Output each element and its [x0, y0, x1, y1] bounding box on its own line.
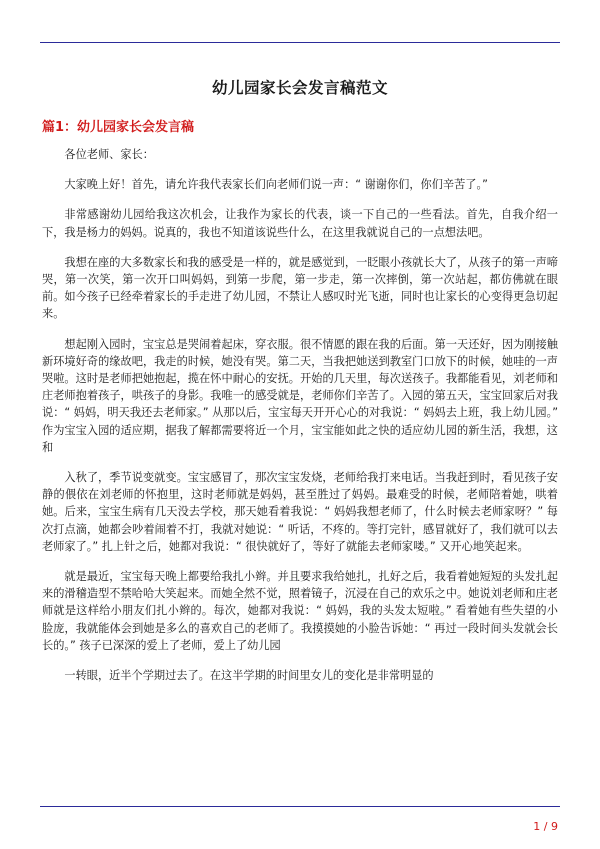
header-rule [40, 42, 560, 43]
paragraph-5: 入秋了，季节说变就变。宝宝感冒了，那次宝宝发烧，老师给我打来电话。当我赶到时，看见孩子安静的偎依在刘老师的怀抱里，这时老师就是妈妈，甚至胜过了妈妈。最难受的时候，老师陪着她，哄着她。后来，宝宝生病有几天没去学校，那天她看着我说：“ 妈妈我想老师了，什么时候去老师家呀？” 每次打点滴，她都会吵着闹着不打，我就对她说：“ 听话，不疼的。等打完针，感冒就好了，我们就可以去老师家了。” 扎上针之后，她都对我说：“ 很快就好了，等好了就能去老师家喽。” 又开心地笑起来。 [42, 471, 558, 553]
paragraph-4: 想起刚入园时，宝宝总是哭闹着起床，穿衣服。很不情愿的跟在我的后面。第一天还好，因为刚接触新环境好奇的缘故吧，我走的时候，她没有哭。第二天，当我把她送到教室门口放下的时候，她哇的一声哭啦。这时是老师把她抱起，揽在怀中耐心的安抚。开始的几天里，每次送孩子。我都能看见，刘老师和庄老师抱着孩子，哄孩子的身影。我唯一的感受就是，老师你们辛苦了。入园的第五天，宝宝回家后对我说：“ 妈妈，明天我还去老师家。” 从那以后，宝宝每天开开心心的对我说：“ 妈妈去上班，我上幼儿园。” 作为宝宝入园的适应期，据我了解都需要将近一个月，宝宝能如此之快的适应幼儿园的新生活，我想，这和 [42, 337, 558, 454]
footer-rule [40, 806, 560, 807]
page-indicator: 1 / 9 [533, 820, 558, 833]
document-body [42, 146, 558, 697]
paragraph-2: 非常感谢幼儿园给我这次机会，让我作为家长的代表，谈一下自己的一些看法。首先，自我介绍一下，我是杨力的妈妈。说真的，我也不知道该说些什么，在这里我就说自己的一点想法吧。 [42, 208, 558, 239]
paragraph-1: 大家晚上好！首先，请允许我代表家长们向老师们说一声：“ 谢谢你们，你们辛苦了。” [64, 178, 488, 192]
paragraph-7: 一转眼，近半个学期过去了。在这半学期的时间里女儿的变化是非常明显的 [64, 669, 434, 683]
paragraph-3: 我想在座的大多数家长和我的感受是一样的，就是感觉到，一眨眼小孩就长大了，从孩子的第一声啼哭，第一次笑，第一次开口叫妈妈，到第一步爬，第一步走，第一次摔倒，第一次站起，都仿佛就在眼前。如今孩子已经牵着家长的手走进了幼儿园，不禁让人感叹时光飞逝，同时也让家长的心变得更急切起来。 [42, 255, 558, 321]
paragraph-greeting: 各位老师、家长： [64, 148, 154, 161]
paragraph-6: 就是最近，宝宝每天晚上都要给我扎小辫。并且要求我给她扎，扎好之后，我看着她短短的头发扎起来的滑稽造型不禁哈哈大笑起来。而她全然不觉，照着镜子，沉浸在自己的欢乐之中。她说刘老师和庄老师就是这样给小朋友们扎小辫的。每次，她都对我说：“ 妈妈，我的头发太短啦。” 看着她有些失望的小脸庞，我就能体会到她是多么的喜欢自己的老师了。我摸摸她的小脸告诉她：“ 再过一段时间头发就会长长的。” 孩子已深深的爱上了老师，爱上了幼儿园 [42, 570, 558, 652]
document-title: 幼儿园家长会发言稿范文 [211, 79, 388, 97]
section-heading: 篇1：幼儿园家长会发言稿 [42, 120, 195, 135]
